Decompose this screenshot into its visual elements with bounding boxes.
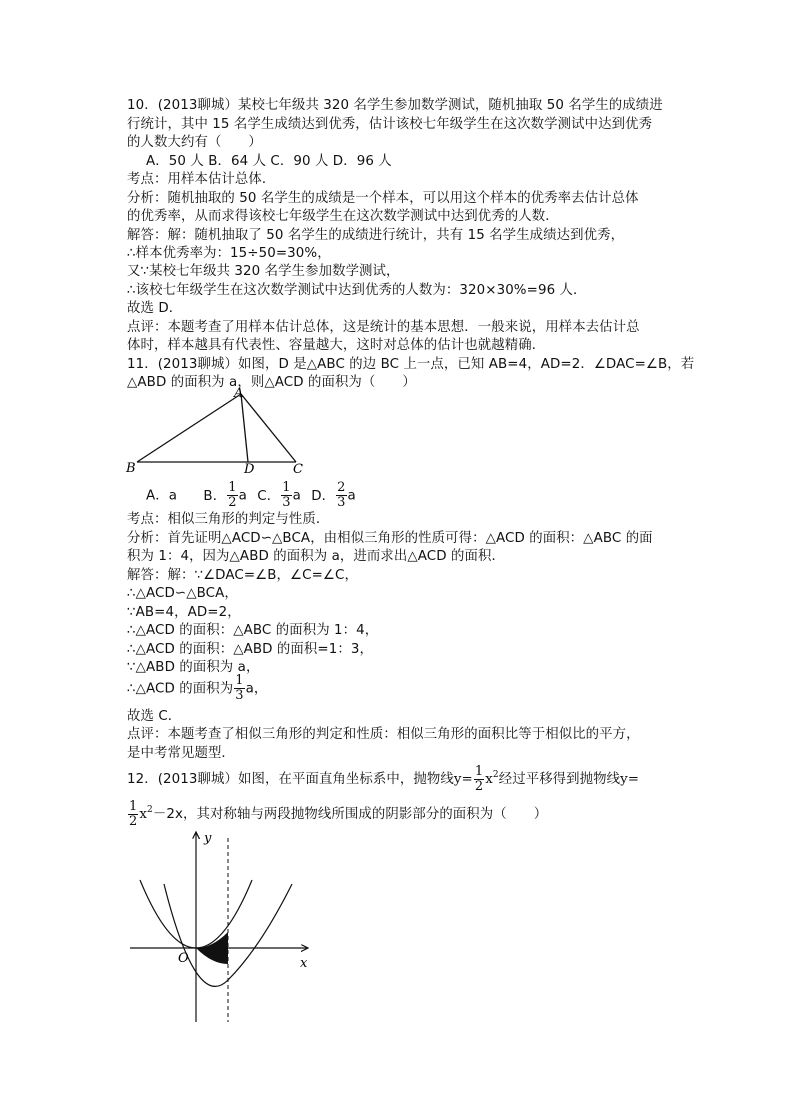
q10-stem-line3: 的人数大约有（ ） <box>127 135 262 150</box>
q12-x-a: x <box>485 772 493 787</box>
q11-jieda7-post: a， <box>245 681 268 697</box>
option-c-var: a <box>292 488 301 504</box>
q12-stem-rest: －2x，其对称轴与两段抛物线所围成的阴影部分的面积为（ ） <box>152 807 548 822</box>
q11-answer: 故选 C． <box>127 709 182 724</box>
fraction-one-half-b: $\frac{1}{2}$ <box>129 798 138 829</box>
q10-jieda-line3: 又∵某校七年级共 320 名学生参加数学测试， <box>127 264 400 279</box>
q12-x-b: x <box>139 807 148 822</box>
fraction-one-third: $\frac{1}{3}$ <box>282 480 291 510</box>
q11-stem-line1: 11．(2013聊城）如图，D 是△ABC 的边 BC 上一点，已知 AB=4，AD=2．∠DAC=∠B，若 <box>127 357 695 372</box>
label-a: A <box>234 386 244 401</box>
q11-kaodian: 考点：相似三角形的判定与性质． <box>127 512 330 527</box>
label-d: D <box>244 462 255 476</box>
q11-option-a: A．a <box>146 488 178 504</box>
q12-y-eq: y= <box>453 772 473 787</box>
q11-fenxi-line1: 分析：首先证明△ACD∽△BCA，由相似三角形的性质可得：△ACD 的面积：△ABC 的面 <box>127 531 653 546</box>
q11-jieda-line2: ∴△ACD∽△BCA， <box>127 586 238 601</box>
q10-options: A．50 人 B．64 人 C．90 人 D．96 人 <box>146 154 392 169</box>
q11-option-d-label: D． <box>311 488 336 504</box>
q10-fenxi-line2: 的优秀率，从而求得该校七年级学生在这次数学测试中达到优秀的人数． <box>127 209 559 224</box>
x-axis-label: x <box>300 956 308 971</box>
q11-jieda-line5: ∴△ACD 的面积：△ABD 的面积=1：3， <box>127 642 373 657</box>
parabola-figure <box>120 826 320 1026</box>
q10-jieda-line4: ∴该校七年级学生在这次数学测试中达到优秀的人数为：320×30%=96 人． <box>127 283 587 298</box>
segment-ad <box>241 394 248 462</box>
q10-dianping-line2: 体时，样本越具有代表性、容量越大，这时对总体的估计也就越精确． <box>127 338 546 353</box>
q11-jieda-line1: 解答：解：∵∠DAC=∠B，∠C=∠C， <box>127 568 358 583</box>
triangle-figure <box>120 384 320 476</box>
fraction-one-half: $\frac{1}{2}$ <box>228 480 237 510</box>
option-d-var: a <box>347 488 356 504</box>
q11-dianping-line2: 是中考常见题型． <box>127 746 235 761</box>
segment-ab <box>137 394 241 462</box>
q11-stem-line2: △ABD 的面积为 a，则△ACD 的面积为（ ） <box>127 375 416 390</box>
fraction-one-third-answer: $\frac{1}{3}$ <box>235 673 244 703</box>
q10-jieda-line2: ∴样本优秀率为：15÷50=30%， <box>127 246 331 261</box>
q10-stem-line1: 10．(2013聊城）某校七年级共 320 名学生参加数学测试，随机抽取 50 名学生的成绩进 <box>127 98 663 113</box>
q10-dianping-line1: 点评：本题考查了用样本估计总体，这是统计的基本思想．一般来说，用样本去估计总 <box>127 320 640 335</box>
origin-label: O <box>178 951 189 966</box>
label-b: B <box>126 461 136 476</box>
q10-jieda-line1: 解答：解：随机抽取了 50 名学生的成绩进行统计，共有 15 名学生成绩达到优秀， <box>127 228 625 243</box>
q12-stem-post: 经过平移得到抛物线 <box>498 772 621 787</box>
q12-stem-pre: 12．(2013聊城）如图，在平面直角坐标系中，抛物线 <box>127 772 454 787</box>
segment-ac <box>241 394 296 462</box>
fraction-one-half-a: $\frac{1}{2}$ <box>474 763 484 794</box>
q11-fenxi-line2: 积为 1：4，因为△ABD 的面积为 a，进而求出△ACD 的面积． <box>127 549 505 564</box>
option-b-var: a <box>238 488 247 504</box>
q10-kaodian: 考点：用样本估计总体． <box>127 172 276 187</box>
q11-jieda7-pre: ∴△ACD 的面积为 <box>127 681 234 697</box>
q10-answer: 故选 D． <box>127 301 183 316</box>
q11-options <box>146 481 356 512</box>
q12-exp-b: 2 <box>147 805 153 815</box>
q11-option-b-label: B． <box>203 488 227 504</box>
q12-stem-line2 <box>127 795 547 830</box>
q10-stem-line2: 行统计，其中 15 名学生成绩达到优秀，估计该校七年级学生在这次数学测试中达到优秀 <box>127 117 653 132</box>
q11-option-c-label: C． <box>257 488 281 504</box>
q11-jieda-line4: ∴△ACD 的面积：△ABC 的面积为 1：4， <box>127 623 379 638</box>
q11-jieda-line6: ∵△ABD 的面积为 a， <box>127 660 260 675</box>
y-axis-label: y <box>204 831 212 846</box>
q10-fenxi-line1: 分析：随机抽取的 50 名学生的成绩是一个样本，可以用这个样本的优秀率去估计总体 <box>127 191 639 206</box>
q11-dianping-line1: 点评：本题考查了相似三角形的判定和性质：相似三角形的面积比等于相似比的平方， <box>127 727 640 742</box>
q11-jieda-line7 <box>127 674 267 705</box>
q12-y-eq-2: y= <box>620 772 640 787</box>
label-c: C <box>293 462 303 476</box>
q11-jieda-line3: ∵AB=4，AD=2， <box>127 605 241 620</box>
fraction-two-thirds: $\frac{2}{3}$ <box>337 480 346 510</box>
q12-stem-line1 <box>127 760 639 795</box>
q12-exp-a: 2 <box>492 770 499 780</box>
